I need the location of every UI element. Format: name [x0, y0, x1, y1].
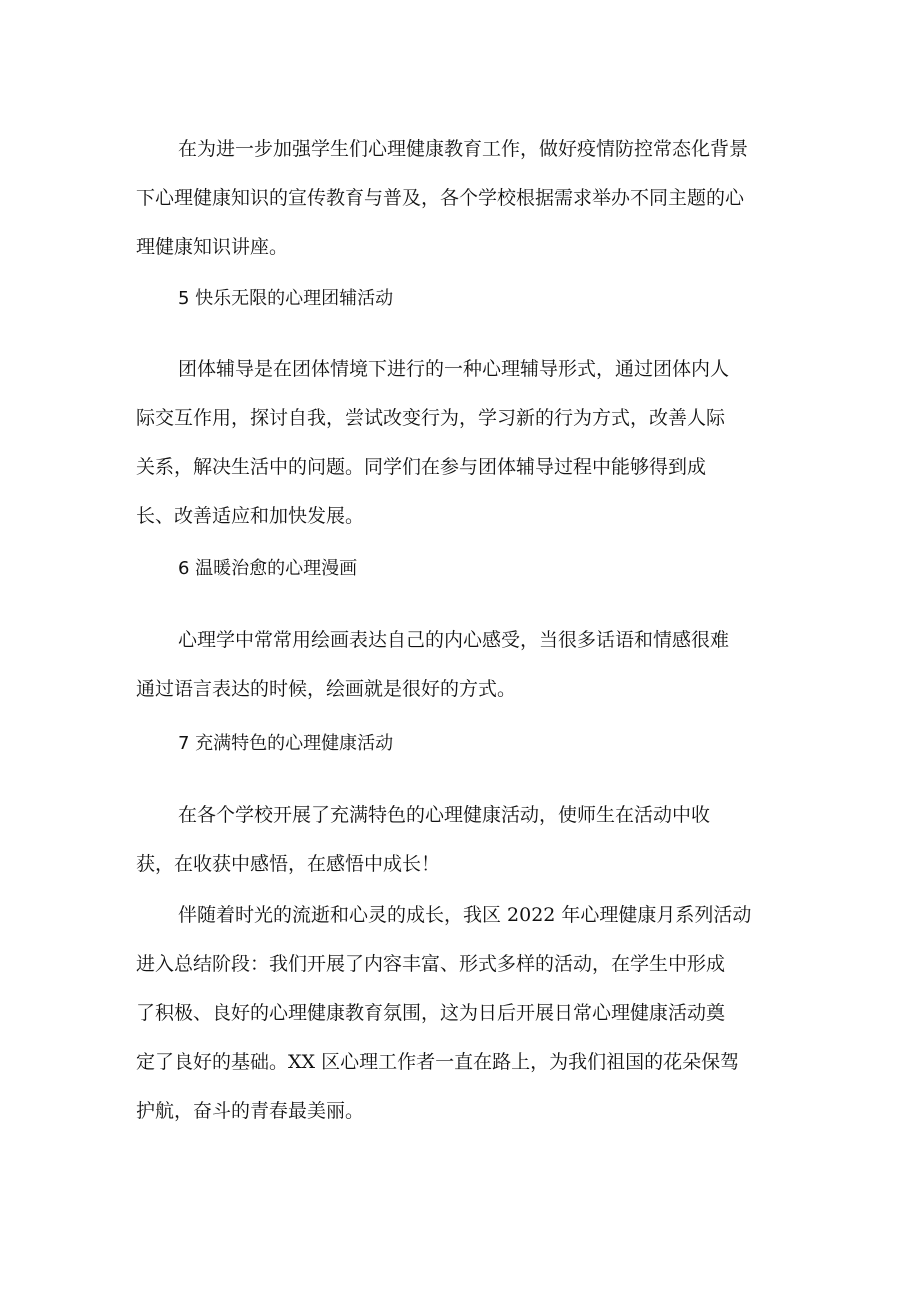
group-counseling-paragraph [136, 345, 786, 541]
intro-paragraph [136, 125, 786, 272]
section-heading-6: 6 温暖治愈的心理漫画 [178, 558, 358, 579]
summary-paragraph [136, 891, 786, 1136]
paragraph-line: 在为进一步加强学生们心理健康教育工作，做好疫情防控常态化背景 [178, 138, 749, 160]
section-heading-7: 7 充满特色的心理健康活动 [178, 733, 394, 754]
section-heading-5: 5 快乐无限的心理团辅活动 [178, 288, 394, 309]
paragraph-line: 心理学中常常用绘画表达自己的内心感受，当很多话语和情感很难 [178, 629, 730, 651]
activity-paragraph [136, 791, 786, 889]
paragraph-line: 获，在收获中感悟，在感悟中成长！ [136, 853, 441, 875]
paragraph-line: 理健康知识讲座。 [136, 236, 289, 258]
paragraph-line: 通过语言表达的时候，绘画就是很好的方式。 [136, 678, 517, 700]
paragraph-line: 团体辅导是在团体情境下进行的一种心理辅导形式，通过团体内人 [178, 358, 730, 380]
paragraph-line: 下心理健康知识的宣传教育与普及，各个学校根据需求举办不同主题的心 [136, 187, 745, 209]
paragraph-line: 关系，解决生活中的问题。同学们在参与团体辅导过程中能够得到成 [136, 456, 707, 478]
paragraph-line: 在各个学校开展了充满特色的心理健康活动，使师生在活动中收 [178, 804, 711, 826]
paragraph-line: 长、改善适应和加快发展。 [136, 505, 365, 527]
paragraph-line: 了积极、良好的心理健康教育氛围，这为日后开展日常心理健康活动奠 [136, 1002, 726, 1024]
paragraph-line: 护航，奋斗的青春最美丽。 [136, 1100, 365, 1122]
paragraph-line: 定了良好的基础。XX 区心理工作者一直在路上，为我们祖国的花朵保驾 [136, 1051, 740, 1073]
paragraph-line: 伴随着时光的流逝和心灵的成长，我区 2022 年心理健康月系列活动 [178, 904, 752, 926]
paragraph-line: 际交互作用，探讨自我，尝试改变行为，学习新的行为方式，改善人际 [136, 407, 726, 429]
comic-paragraph [136, 616, 786, 714]
paragraph-line: 进入总结阶段：我们开展了内容丰富、形式多样的活动，在学生中形成 [136, 953, 726, 975]
